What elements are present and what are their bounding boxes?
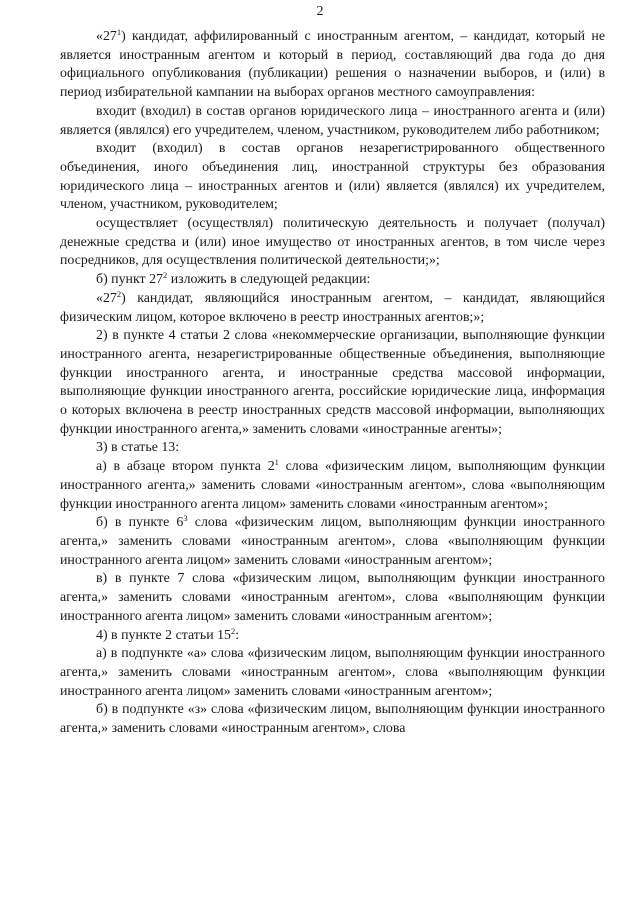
paragraph-member-unregistered-association: входит (входил) в состав органов незарегистрированного общественного объединения, иного объединения лиц, иностранной структуры без образования юридического лица – иностранных агентов и (или) является (являлся) их учредителем, членом, участником, руководителем; bbox=[60, 141, 605, 213]
paragraph-article-13-v: в) в пункте 7 слова «физическим лицом, выполняющим функции иностранного агента,» заменить словами «иностранным агентом», слова «выполняющим функции иностранного агента лицом» заменить словами «иностранным агентом»; bbox=[60, 571, 605, 624]
paragraph-item-27-2-new-wording: б) пункт $27^2$ изложить в следующей редакции: bbox=[96, 270, 371, 288]
paragraph-political-activity: осуществляет (осуществлял) политическую деятельность и получает (получал) денежные средства и (или) иное имущество от иностранных агентов, в том числе через посредников, для осуществления политической деятельности;»; bbox=[60, 216, 605, 269]
paragraph-candidate-affiliated-definition: «$27^1$) кандидат, аффилированный с иностранным агентом, – кандидат, который не является иностранным агентом и который в период, составляющий два года до дня официального опубликования (публикации) решения о назначении выборов, и (или) в период избирательной кампании на выборах органов местного самоуправления: bbox=[60, 27, 605, 101]
superscript-index: 3 bbox=[183, 513, 188, 524]
superscript-index: 1 bbox=[116, 27, 122, 37]
superscript-index: 2 bbox=[162, 270, 168, 281]
page-number: 2 bbox=[316, 4, 324, 19]
paragraph-article-13-a: а) в абзаце втором пункта $2^1$ слова «физическим лицом, выполняющим функции иностранного агента,» заменить словами «иностранным агентом», слова «выполняющим функции иностранного агента лицом» заменить словами «иностранным агентом»; bbox=[60, 457, 605, 512]
paragraph-candidate-foreign-agent-definition: «$27^2$) кандидат, являющийся иностранным агентом, – кандидат, являющийся физическим лицом, которое включено в реестр иностранных агентов;»; bbox=[60, 288, 605, 325]
paragraph-member-legal-entity: входит (входил) в состав органов юридического лица – иностранного агента и (или) является (являлся) его учредителем, членом, участником, руководителем либо работником; bbox=[60, 103, 605, 138]
paragraph-article-15-2: 4) в пункте 2 статьи $15^2$: bbox=[96, 625, 240, 643]
paragraph-article-2-item-4: 2) в пункте 4 статьи 2 слова «некоммерческие организации, выполняющие функции иностранного агента, незарегистрированные общественные объединения, выполняющие функции иностранного агента, и иностранные средства массовой информации, выполняющие функции иностранного агента, российские юридические лица, информация о которых включена в реестр иностранных средств массовой информации, выполняющих функции иностранного агента,» заменить словами «иностранные агенты»; bbox=[60, 328, 605, 437]
paragraph-article-13: 3) в статье 13: bbox=[96, 440, 180, 456]
superscript-index: 2 bbox=[231, 625, 236, 636]
document-body bbox=[60, 28, 605, 739]
paragraph-article-15-2-a: а) в подпункте «а» слова «физическим лицом, выполняющим функции иностранного агента,» заменить словами «иностранным агентом», слова «выполняющим функции иностранного агента лицом» заменить словами «иностранным агентом»; bbox=[60, 646, 605, 699]
paragraph-article-13-b: б) в пункте $6^3$ слова «физическим лицом, выполняющим функции иностранного агента,» заменить словами «иностранным агентом», слова «выполняющим функции иностранного агента лицом» заменить словами «иностранным агентом»; bbox=[60, 513, 605, 568]
paragraph-article-15-2-b: б) в подпункте «з» слова «физическим лицом, выполняющим функции иностранного агента,» заменить словами «иностранным агентом», слова bbox=[60, 702, 605, 737]
superscript-index: 1 bbox=[274, 457, 279, 468]
superscript-index: 2 bbox=[116, 288, 122, 299]
